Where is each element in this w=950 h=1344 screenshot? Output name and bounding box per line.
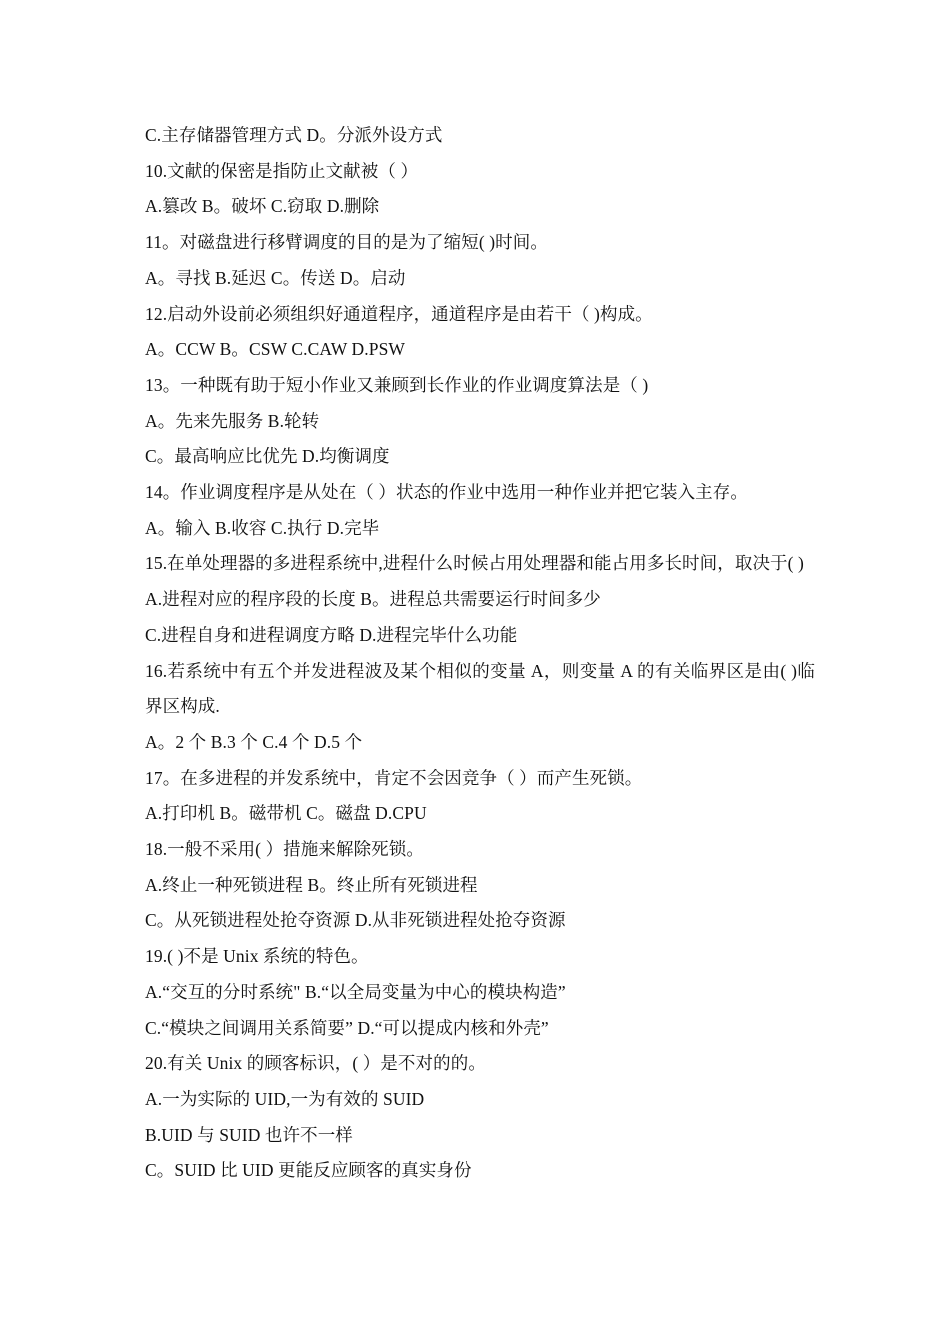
question-10: 10.文献的保密是指防止文献被（ ）: [145, 160, 419, 181]
question-12: 12.启动外设前必须组织好通道程序，通道程序是由若干（ )构成。: [145, 303, 653, 324]
question-11: 11。对磁盘进行移臂调度的目的是为了缩短( )时间。: [145, 232, 548, 253]
options-q16: A。2 个 B.3 个 C.4 个 D.5 个: [145, 731, 363, 752]
question-18: 18.一般不采用( ）措施来解除死锁。: [145, 839, 424, 860]
options-q12: A。CCW B。CSW C.CAW D.PSW: [145, 339, 406, 360]
document-body: [145, 118, 815, 1189]
options-q18-ab: A.终止一种死锁进程 B。终止所有死锁进程: [145, 874, 478, 895]
options-q17: A.打印机 B。磁带机 C。磁盘 D.CPU: [145, 803, 427, 824]
options-q19-cd: C.“模块之间调用关系简要” D.“可以提成内核和外壳”: [145, 1017, 549, 1038]
question-13: 13。一种既有助于短小作业又兼顾到长作业的作业调度算法是（ ): [145, 374, 649, 395]
option-q20-a: A.一为实际的 UID,一为有效的 SUID: [145, 1088, 425, 1109]
question-19: 19.( )不是 Unix 系统的特色。: [145, 946, 369, 967]
options-q10: A.篡改 B。破坏 C.窃取 D.删除: [145, 196, 380, 217]
question-15: 15.在单处理器的多进程系统中,进程什么时候占用处理器和能占用多长时间，取决于( ): [145, 553, 804, 574]
options-q13-cd: C。最高响应比优先 D.均衡调度: [145, 446, 390, 467]
question-16: 16.若系统中有五个并发进程波及某个相似的变量 A，则变量 A 的有关临界区是由( )临界区构成.: [145, 660, 815, 717]
option-q20-c: C。SUID 比 UID 更能反应顾客的真实身份: [145, 1160, 472, 1181]
question-20: 20.有关 Unix 的顾客标识，( ）是不对的的。: [145, 1053, 486, 1074]
options-q13-ab: A。先来先服务 B.轮转: [145, 410, 320, 431]
options-q14: A。输入 B.收容 C.执行 D.完毕: [145, 517, 380, 538]
option-q20-b: B.UID 与 SUID 也许不一样: [145, 1124, 353, 1145]
options-q15-cd: C.进程自身和进程调度方略 D.进程完毕什么功能: [145, 624, 518, 645]
question-14: 14。作业调度程序是从处在（ ）状态的作业中选用一种作业并把它装入主存。: [145, 482, 748, 503]
options-q18-cd: C。从死锁进程处抢夺资源 D.从非死锁进程处抢夺资源: [145, 910, 566, 931]
options-q11: A。寻找 B.延迟 C。传送 D。启动: [145, 267, 406, 288]
options-q19-ab: A.“交互的分时系统" B.“以全局变量为中心的模块构造”: [145, 981, 566, 1002]
option-line-q9-cd: C.主存储器管理方式 D。分派外设方式: [145, 125, 443, 145]
options-q15-ab: A.进程对应的程序段的长度 B。进程总共需要运行时间多少: [145, 589, 601, 610]
question-17: 17。在多进程的并发系统中，肯定不会因竞争（ ）而产生死锁。: [145, 767, 643, 788]
